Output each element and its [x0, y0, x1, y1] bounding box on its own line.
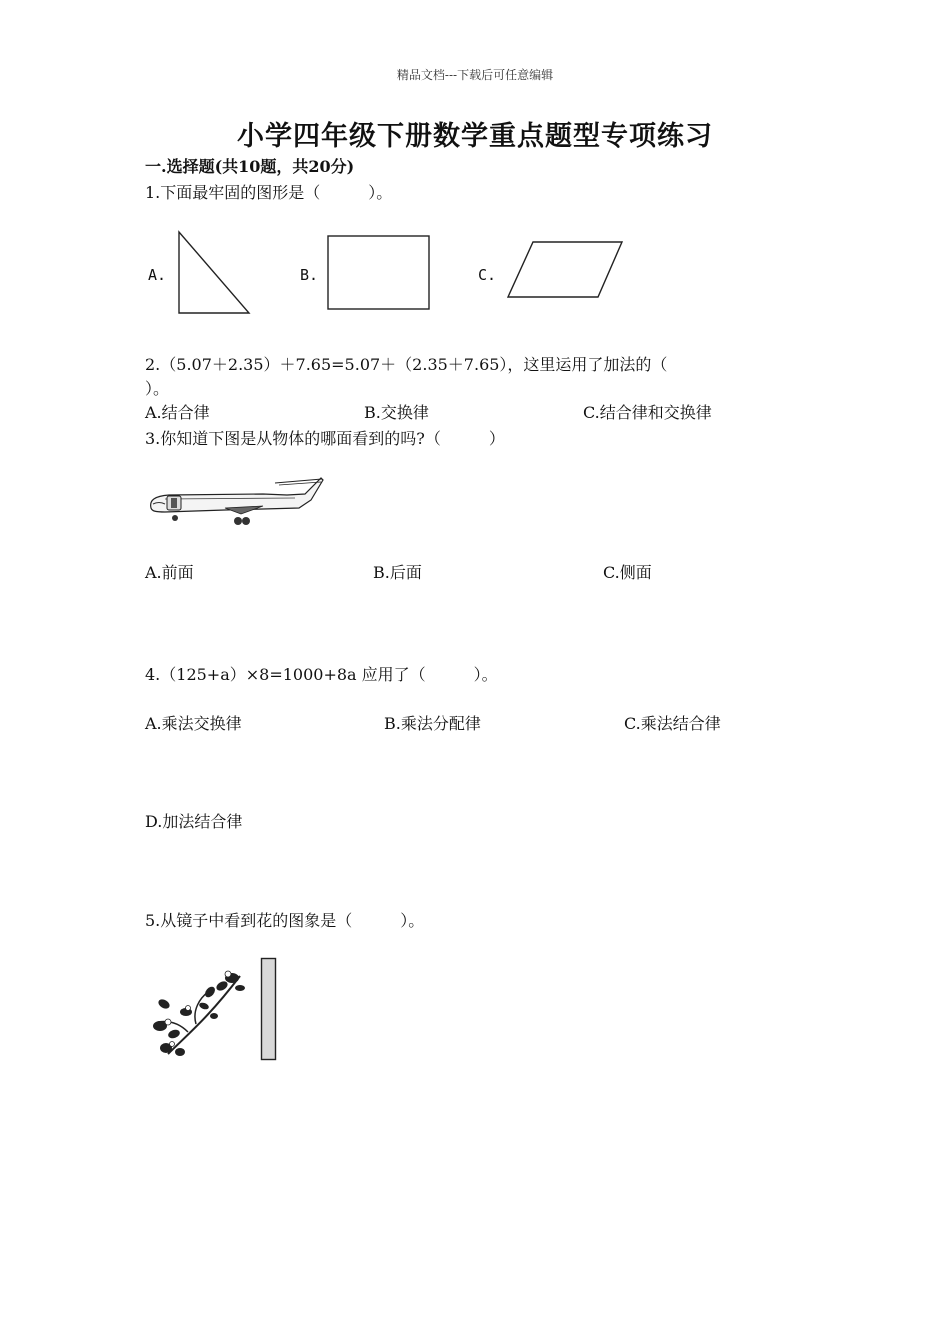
q4-option-d: D.加法结合律 [145, 812, 243, 831]
question-1-stem: 1.下面最牢固的图形是（ ）。 [145, 183, 393, 202]
q3-option-c: C.侧面 [603, 563, 652, 582]
q1-label-b: B. [300, 266, 319, 284]
q1-label-c: C. [478, 266, 497, 284]
parallelogram-figure [505, 238, 627, 302]
mirror-image [260, 957, 278, 1063]
section-heading: 一.选择题(共10题，共20分) [145, 157, 355, 176]
q2-option-a: A.结合律 [145, 403, 210, 422]
page-header: 精品文档---下载后可任意编辑 [396, 68, 554, 82]
q4-option-a: A.乘法交换律 [145, 714, 242, 733]
q2-option-b: B.交换律 [364, 403, 429, 422]
question-5-stem: 5.从镜子中看到花的图象是（ ）。 [145, 911, 425, 930]
triangle-figure [170, 226, 260, 318]
flower-branch-image [148, 962, 248, 1062]
q4-option-b: B.乘法分配律 [384, 714, 481, 733]
airplane-image [145, 474, 325, 530]
q3-option-b: B.后面 [373, 563, 422, 582]
question-2-stem-line1: 2.（5.07＋2.35）＋7.65=5.07＋（2.35＋7.65），这里运用了加法的（ [145, 355, 668, 374]
question-3-stem: 3.你知道下图是从物体的哪面看到的吗?（ ） [145, 429, 505, 448]
question-4-stem: 4.（125+a）×8=1000+8a 应用了（ ）。 [145, 665, 498, 684]
rectangle-figure [326, 234, 432, 312]
question-2-stem-line2: ）。 [145, 379, 170, 398]
q3-option-a: A.前面 [145, 563, 194, 582]
q2-option-c: C.结合律和交换律 [583, 403, 712, 422]
q1-label-a: A. [148, 266, 167, 284]
q4-option-c: C.乘法结合律 [624, 714, 721, 733]
page-title: 小学四年级下册数学重点题型专项练习 [237, 121, 713, 152]
